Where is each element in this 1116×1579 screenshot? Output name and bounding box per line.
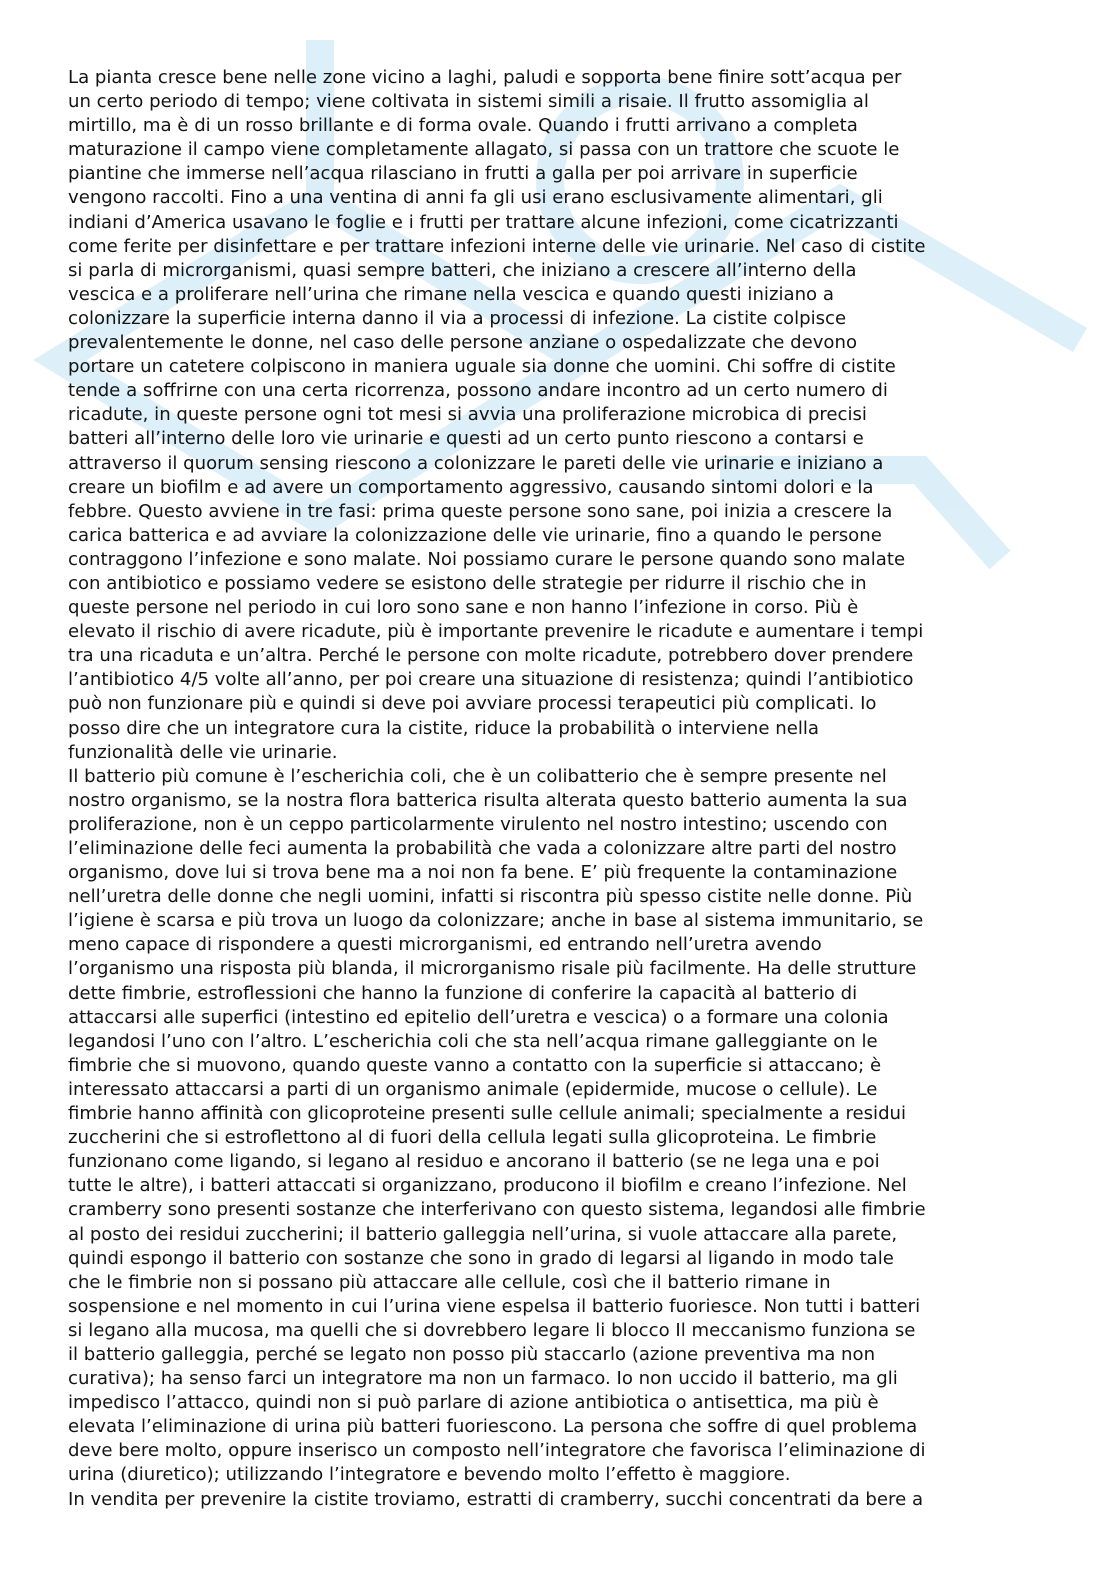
text-line: nell’uretra delle donne che negli uomini, infatti si riscontra più spesso cistite nelle donne. Più xyxy=(68,886,913,908)
text-line: queste persone nel periodo in cui loro sono sane e non hanno l’infezione in corso. Più è xyxy=(68,597,859,619)
text-line: vengono raccolti. Fino a una ventina di anni fa gli usi erano esclusivamente alimentari, gli xyxy=(68,187,883,209)
text-line: fimbrie hanno affinità con glicoproteine presenti sulle cellule animali; specialmente a residui xyxy=(68,1103,907,1125)
text-line: l’igiene è scarsa e più trova un luogo da colonizzare; anche in base al sistema immunitario, se xyxy=(68,910,924,932)
text-line: tende a soffrirne con una certa ricorrenza, possono andare incontro ad un certo numero di xyxy=(68,380,888,402)
text-line: batteri all’interno delle loro vie urinarie e questi ad un certo punto riescono a contarsi e xyxy=(68,428,864,450)
text-line: zuccherini che si estroflettono al di fuori della cellula legati sulla glicoproteina. Le fimbrie xyxy=(68,1127,877,1149)
text-line: tra una ricaduta e un’altra. Perché le persone con molte ricadute, potrebbero dover prendere xyxy=(68,645,914,667)
text-line: si parla di microrganismi, quasi sempre batteri, che iniziano a crescere all’interno della xyxy=(68,259,857,281)
text-line: può non funzionare più e quindi si deve poi avviare processi terapeutici più complicati. Io xyxy=(68,693,877,715)
text-line: urina (diuretico); utilizzando l’integratore e bevendo molto l’effetto è maggiore. xyxy=(68,1464,791,1486)
text-line: febbre. Questo avviene in tre fasi: prima queste persone sono sane, poi inizia a crescere la xyxy=(68,500,893,522)
text-line: tutte le altre), i batteri attaccati si organizzano, producono il biofilm e creano l’infezione. Nel xyxy=(68,1175,907,1197)
text-line: Il batterio più comune è l’escherichia coli, che è un colibatterio che è sempre presente nel xyxy=(68,765,887,787)
text-line: elevato il rischio di avere ricadute, più è importante prevenire le ricadute e aumentare i tempi xyxy=(68,621,924,643)
text-line: posso dire che un integratore cura la cistite, riduce la probabilità o interviene nella xyxy=(68,717,820,739)
text-line: contraggono l’infezione e sono malate. Noi possiamo curare le persone quando sono malate xyxy=(68,548,906,570)
text-line: indiani d’America usavano le foglie e i frutti per trattare alcune infezioni, come cicatrizzanti xyxy=(68,211,899,233)
text-line: sospensione e nel momento in cui l’urina viene espelsa il batterio fuoriesce. Non tutti i batteri xyxy=(68,1295,921,1317)
text-line: come ferite per disinfettare e per trattare infezioni interne delle vie urinarie. Nel caso di cistite xyxy=(68,235,926,257)
text-line: portare un catetere colpiscono in maniera uguale sia donne che uomini. Chi soffre di cistite xyxy=(68,356,896,378)
text-line: attaccarsi alle superfici (intestino ed epitelio dell’uretra e vescica) o a formare una colonia xyxy=(68,1006,889,1028)
text-line: colonizzare la superficie interna danno il via a processi di infezione. La cistite colpisce xyxy=(68,307,847,329)
text-line: ricadute, in queste persone ogni tot mesi si avvia una proliferazione microbica di precisi xyxy=(68,404,867,426)
text-line: nostro organismo, se la nostra flora batterica risulta alterata questo batterio aumenta la sua xyxy=(68,789,908,811)
text-line: l’antibiotico 4/5 volte all’anno, per poi creare una situazione di resistenza; quindi l’antibiotico xyxy=(68,669,914,691)
text-line: deve bere molto, oppure inserisco un composto nell’integratore che favorisca l’eliminazione di xyxy=(68,1440,926,1462)
text-line: vescica e a proliferare nell’urina che rimane nella vescica e quando questi iniziano a xyxy=(68,283,834,305)
text-line: In vendita per prevenire la cistite troviamo, estratti di cramberry, succhi concentrati da bere a xyxy=(68,1488,924,1510)
text-line: dette fimbrie, estroflessioni che hanno la funzione di conferire la capacità al batterio di xyxy=(68,982,858,1004)
text-line: carica batterica e ad avviare la colonizzazione delle vie urinarie, fino a quando le persone xyxy=(68,524,882,546)
text-line: legandosi l’uno con l’altro. L’escherichia coli che sta nell’acqua rimane galleggiante on le xyxy=(68,1030,878,1052)
text-line: meno capace di rispondere a questi microrganismi, ed entrando nell’uretra avendo xyxy=(68,934,822,956)
text-line: proliferazione, non è un ceppo particolarmente virulento nel nostro intestino; uscendo con xyxy=(68,813,888,835)
text-line: che le fimbrie non si possano più attaccare alle cellule, così che il batterio rimane in xyxy=(68,1271,831,1293)
document-body xyxy=(68,66,1052,1512)
text-line: il batterio galleggia, perché se legato non posso più staccarlo (azione preventiva ma non xyxy=(68,1343,876,1365)
text-line: con antibiotico e possiamo vedere se esistono delle strategie per ridurre il rischio che in xyxy=(68,572,867,594)
text-line: impedisco l’attacco, quindi non si può parlare di azione antibiotica o antisettica, ma più è xyxy=(68,1392,879,1414)
text-line: curativa); ha senso farci un integratore ma non un farmaco. Io non uccido il batterio, ma gli xyxy=(68,1368,898,1390)
text-line: prevalentemente le donne, nel caso delle persone anziane o ospedalizzate che devono xyxy=(68,332,858,354)
text-line: piantine che immerse nell’acqua rilasciano in frutti a galla per poi arrivare in superficie xyxy=(68,163,858,185)
text-line: l’eliminazione delle feci aumenta la probabilità che vada a colonizzare altre parti del nostro xyxy=(68,838,897,859)
text-line: attraverso il quorum sensing riescono a colonizzare le pareti delle vie urinarie e iniziano a xyxy=(68,452,884,474)
text-line: l’organismo una risposta più blanda, il microrganismo risale più facilmente. Ha delle strutture xyxy=(68,958,917,980)
text-line: maturazione il campo viene completamente allagato, si passa con un trattore che scuote le xyxy=(68,139,900,161)
text-line: organismo, dove lui si trova bene ma a noi non fa bene. E’ più frequente la contaminazione xyxy=(68,862,898,884)
text-line: cramberry sono presenti sostanze che interferivano con questo sistema, legandosi alle fimbrie xyxy=(68,1199,926,1221)
text-line: quindi espongo il batterio con sostanze che sono in grado di legarsi al ligando in modo tale xyxy=(68,1247,894,1269)
text-line: La pianta cresce bene nelle zone vicino a laghi, paludi e sopporta bene finire sott’acqua per xyxy=(68,67,902,88)
text-line: funzionalità delle vie urinarie. xyxy=(68,741,338,763)
text-line: fimbrie che si muovono, quando queste vanno a contatto con la superficie si attaccano; è xyxy=(68,1054,882,1076)
text-line: mirtillo, ma è di un rosso brillante e di forma ovale. Quando i frutti arrivano a completa xyxy=(68,115,858,137)
text-line: un certo periodo di tempo; viene coltivata in sistemi simili a risaie. Il frutto assomiglia al xyxy=(68,91,869,113)
text-line: creare un biofilm e ad avere un comportamento aggressivo, causando sintomi dolori e la xyxy=(68,476,874,498)
text-line: funzionano come ligando, si legano al residuo e ancorano il batterio (se ne lega una e poi xyxy=(68,1151,880,1173)
text-line: si legano alla mucosa, ma quelli che si dovrebbero legare li blocco Il meccanismo funziona se xyxy=(68,1319,916,1341)
text-line: elevata l’eliminazione di urina più batteri fuoriescono. La persona che soffre di quel problema xyxy=(68,1416,918,1438)
text-line: interessato attaccarsi a parti di un organismo animale (epidermide, mucose o cellule). Le xyxy=(68,1078,878,1100)
text-line: al posto dei residui zuccherini; il batterio galleggia nell’urina, si vuole attaccare alla parete, xyxy=(68,1223,898,1245)
